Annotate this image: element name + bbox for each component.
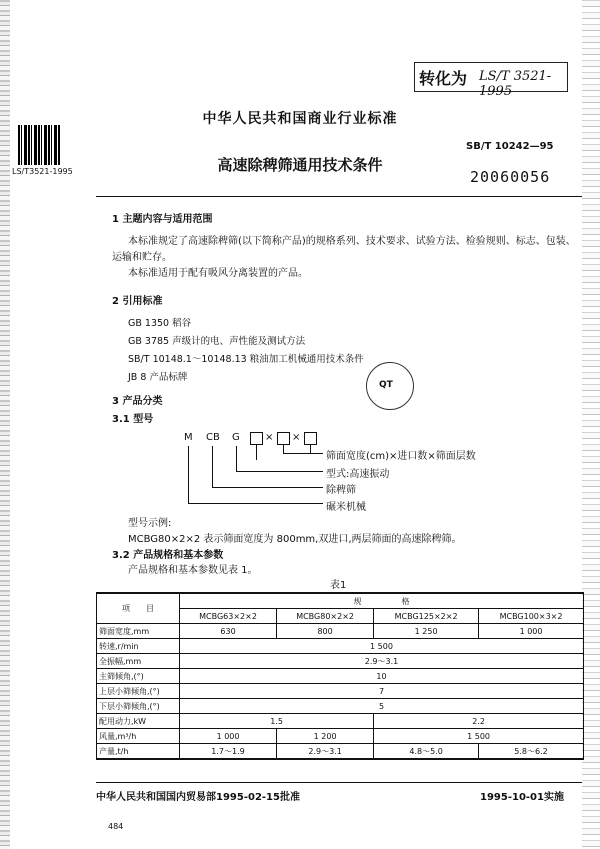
leader-line bbox=[283, 445, 284, 453]
cell: 1 000 bbox=[180, 729, 277, 744]
section-1-para-2: 本标准适用于配有吸风分离装置的产品。 bbox=[128, 268, 308, 279]
leader-line bbox=[236, 446, 237, 471]
cell: 4.8～5.0 bbox=[374, 744, 479, 760]
section-1-title: 1 主题内容与适用范围 bbox=[112, 214, 213, 225]
model-desc: 筛面宽度(cm)×进口数×筛面层数 bbox=[326, 451, 476, 462]
cell: 1 200 bbox=[277, 729, 374, 744]
cell: 1 500 bbox=[374, 729, 584, 744]
cell: 2.9～3.1 bbox=[277, 744, 374, 760]
serial-number: 20060056 bbox=[470, 168, 551, 186]
row-label: 风量,m³/h bbox=[97, 729, 180, 744]
leader-line bbox=[188, 503, 323, 504]
row-label: 全振幅,mm bbox=[97, 654, 180, 669]
leader-line bbox=[212, 487, 323, 488]
cell: 5 bbox=[180, 699, 584, 714]
model-desc: 型式:高速振动 bbox=[326, 469, 390, 480]
leader-line bbox=[236, 471, 323, 472]
ref-item: GB 1350 稻谷 bbox=[128, 318, 192, 329]
table-row bbox=[97, 639, 584, 654]
table-header-item: 项 目 bbox=[97, 593, 180, 624]
model-box-layers bbox=[304, 432, 317, 445]
row-label: 主筛倾角,(°) bbox=[97, 669, 180, 684]
cell: 10 bbox=[180, 669, 584, 684]
leader-line bbox=[310, 445, 311, 453]
model-letter-cb: CB bbox=[206, 432, 220, 443]
section-3-2-text: 产品规格和基本参数见表 1。 bbox=[128, 565, 258, 576]
model-box-width bbox=[250, 432, 263, 445]
row-label: 配用动力,kW bbox=[97, 714, 180, 729]
leader-line bbox=[188, 446, 189, 503]
leader-line bbox=[212, 446, 213, 487]
table-row bbox=[97, 624, 584, 639]
table-row bbox=[97, 744, 584, 760]
barcode-label: LS/T3521-1995 bbox=[12, 167, 73, 176]
table-row bbox=[97, 684, 584, 699]
ref-item: GB 3785 声级计的电、声性能及测试方法 bbox=[128, 336, 306, 347]
table-row bbox=[97, 699, 584, 714]
issuer-approval: 中华人民共和国国内贸易部1995-02-15批准 bbox=[96, 792, 300, 803]
section-3-1-title: 3.1 型号 bbox=[112, 414, 154, 425]
row-label: 转速,r/min bbox=[97, 639, 180, 654]
stamp-code: LS/T 3521-1995 bbox=[479, 69, 552, 99]
cell: 2.2 bbox=[374, 714, 584, 729]
page-number: 484 bbox=[108, 822, 124, 831]
table-row bbox=[97, 593, 584, 609]
document-title: 高速除稗筛通用技术条件 bbox=[217, 156, 383, 174]
row-label: 上层小筛倾角,(°) bbox=[97, 684, 180, 699]
effective-date: 1995-10-01实施 bbox=[480, 792, 564, 803]
table-row bbox=[97, 714, 584, 729]
row-label: 筛面宽度,mm bbox=[97, 624, 180, 639]
cell: 630 bbox=[180, 624, 277, 639]
cell: 1 000 bbox=[479, 624, 584, 639]
leader-line bbox=[283, 453, 323, 454]
ref-item: SB/T 10148.1～10148.13 粮油加工机械通用技术条件 bbox=[128, 354, 364, 365]
header-rule bbox=[96, 196, 582, 197]
section-3-2-title: 3.2 产品规格和基本参数 bbox=[112, 550, 224, 561]
cell: 7 bbox=[180, 684, 584, 699]
cell: 1 250 bbox=[374, 624, 479, 639]
cell: 1.5 bbox=[180, 714, 374, 729]
model-times: × bbox=[265, 432, 274, 443]
cell: 1.7～1.9 bbox=[180, 744, 277, 760]
model-desc: 碾米机械 bbox=[326, 502, 366, 513]
issuing-org: 中华人民共和国商业行业标准 bbox=[202, 111, 398, 127]
conversion-stamp bbox=[414, 62, 568, 99]
table-row bbox=[97, 654, 584, 669]
model-letter-g: G bbox=[232, 432, 240, 443]
stamp-label: 转化为 bbox=[419, 69, 468, 88]
model-col: MCBG63×2×2 bbox=[180, 609, 277, 624]
row-label: 产量,t/h bbox=[97, 744, 180, 760]
model-letter-m: M bbox=[184, 432, 193, 443]
example-label: 型号示例: bbox=[128, 518, 172, 529]
model-times: × bbox=[292, 432, 301, 443]
model-box-inlets bbox=[277, 432, 290, 445]
section-3-title: 3 产品分类 bbox=[112, 396, 163, 407]
round-seal bbox=[366, 362, 414, 410]
cell: 2.9～3.1 bbox=[180, 654, 584, 669]
cell: 5.8～6.2 bbox=[479, 744, 584, 760]
section-1-para-1: 本标准规定了高速除稗筛(以下简称产品)的规格系列、技术要求、试验方法、检验规则、标志、包装、 bbox=[128, 236, 576, 247]
example-text: MCBG80×2×2 表示筛面宽度为 800mm,双进口,两层筛面的高速除稗筛。 bbox=[128, 534, 462, 545]
model-col: MCBG80×2×2 bbox=[277, 609, 374, 624]
table-caption: 表1 bbox=[330, 580, 347, 591]
spec-table bbox=[96, 592, 584, 760]
table-row bbox=[97, 669, 584, 684]
seal-text: QT bbox=[379, 380, 393, 390]
cell: 1 500 bbox=[180, 639, 584, 654]
model-col: MCBG125×2×2 bbox=[374, 609, 479, 624]
row-label: 下层小筛倾角,(°) bbox=[97, 699, 180, 714]
footer-rule bbox=[96, 782, 582, 783]
cell: 800 bbox=[277, 624, 374, 639]
table-header-spec: 规 格 bbox=[180, 593, 584, 609]
standard-number: SB/T 10242—95 bbox=[466, 141, 554, 152]
table-row bbox=[97, 729, 584, 744]
ref-item: JB 8 产品标牌 bbox=[128, 372, 188, 383]
leader-line bbox=[256, 445, 257, 460]
model-col: MCBG100×3×2 bbox=[479, 609, 584, 624]
model-desc: 除稗筛 bbox=[326, 485, 356, 496]
section-2-title: 2 引用标准 bbox=[112, 296, 163, 307]
section-1-para-1-cont: 运输和贮存。 bbox=[112, 252, 172, 263]
